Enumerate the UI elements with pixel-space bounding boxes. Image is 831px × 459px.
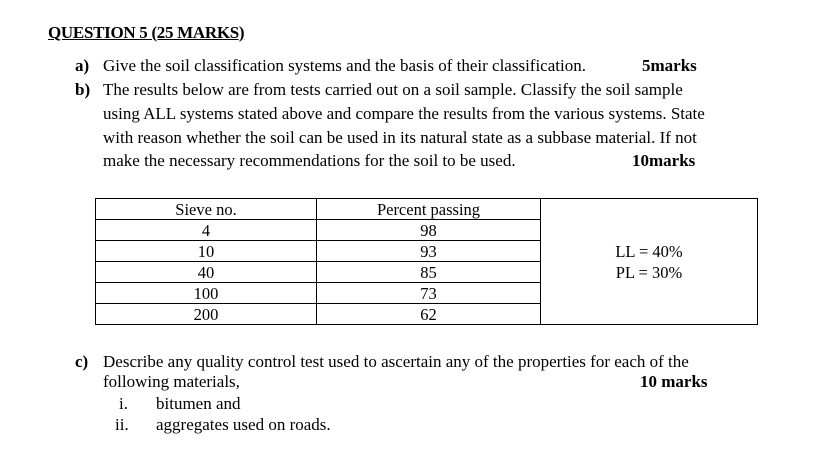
percent-cell: 73: [317, 283, 541, 304]
item-text: bitumen and: [156, 394, 241, 413]
part-b-line: with reason whether the soil can be used in its natural state as a subbase material. If not: [103, 128, 697, 147]
sieve-cell: 200: [96, 304, 317, 325]
limits-cell: [541, 199, 758, 325]
sieve-cell: 4: [96, 220, 317, 241]
part-b-line: make the necessary recommendations for the soil to be used.: [103, 151, 516, 170]
header-sieve: Sieve no.: [96, 199, 317, 220]
percent-cell: 98: [317, 220, 541, 241]
part-b-label: b): [75, 80, 91, 99]
item-number: i.: [119, 394, 128, 413]
part-c-marks: 10 marks: [640, 372, 708, 391]
part-a-marks: 5marks: [642, 56, 697, 75]
table-header-row: [96, 199, 758, 220]
plastic-limit: PL = 30%: [615, 262, 683, 282]
part-b-marks: 10marks: [632, 151, 696, 170]
liquid-limit: LL = 40%: [615, 241, 683, 261]
sieve-cell: 100: [96, 283, 317, 304]
part-c-line: following materials,: [103, 372, 240, 391]
item-text: aggregates used on roads.: [156, 415, 331, 434]
sieve-table: [95, 198, 758, 325]
percent-cell: 62: [317, 304, 541, 325]
part-b-line: The results below are from tests carried out on a soil sample. Classify the soil sample: [103, 80, 683, 99]
sieve-cell: 10: [96, 241, 317, 262]
part-c-label: c): [75, 352, 89, 371]
percent-cell: 85: [317, 262, 541, 283]
percent-cell: 93: [317, 241, 541, 262]
item-number: ii.: [115, 415, 129, 434]
part-c-line: Describe any quality control test used to ascertain any of the properties for each of the: [103, 352, 689, 371]
part-a-text: Give the soil classification systems and the basis of their classification.: [103, 56, 586, 75]
question-title: QUESTION 5 (25 MARKS): [48, 23, 245, 42]
header-percent: Percent passing: [317, 199, 541, 220]
sieve-cell: 40: [96, 262, 317, 283]
part-a-label: a): [75, 56, 90, 75]
part-b-line: using ALL systems stated above and compare the results from the various systems. State: [103, 104, 705, 123]
